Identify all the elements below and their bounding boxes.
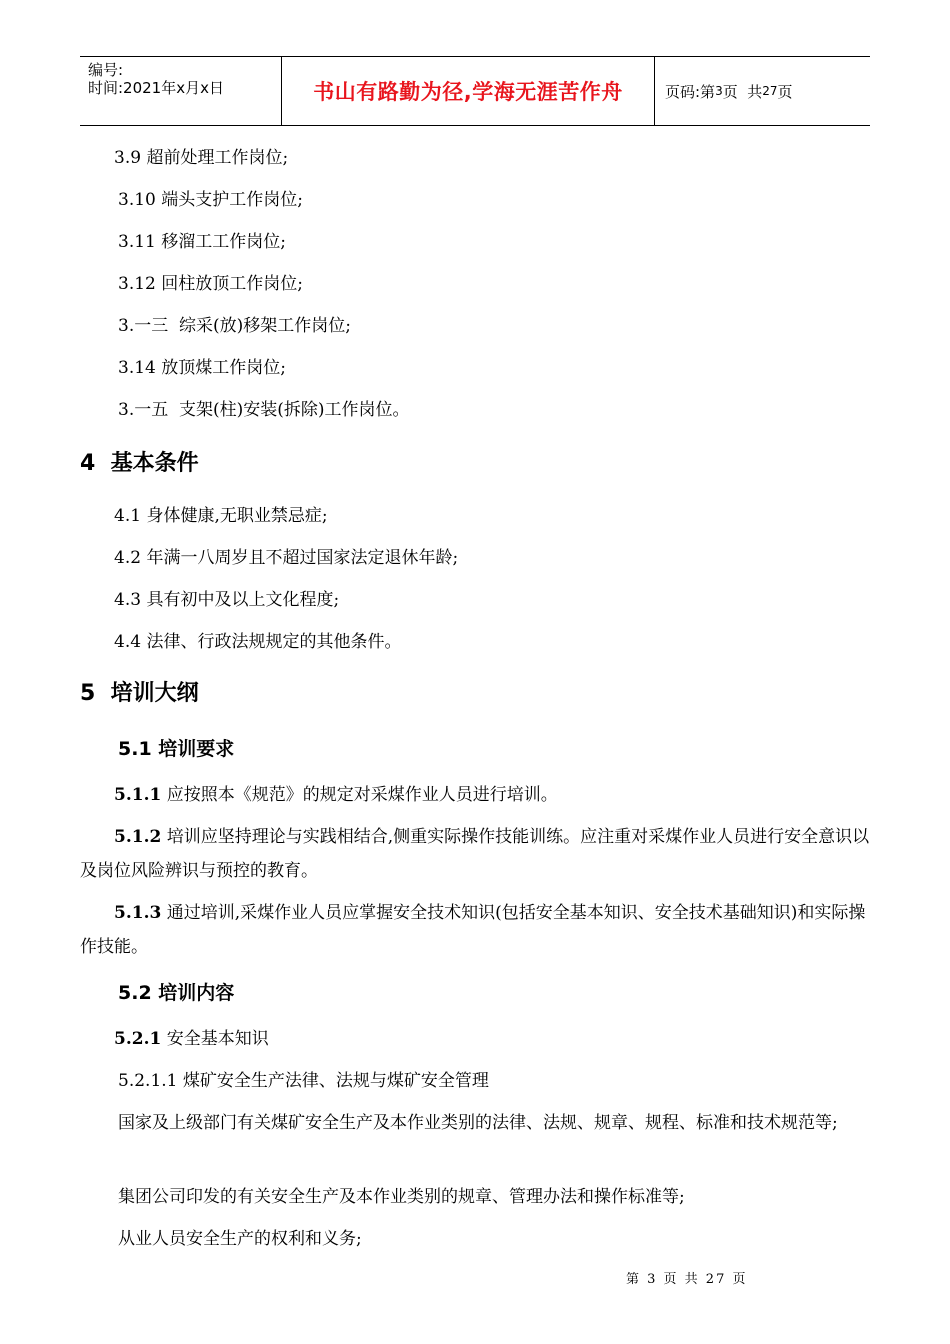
- section-heading-4: 4 基本条件: [80, 451, 199, 476]
- list-item: 3.9 超前处理工作岗位;: [114, 148, 289, 168]
- paragraph: 国家及上级部门有关煤矿安全生产及本作业类别的法律、法规、规章、规程、标准和技术规范等;: [118, 1113, 838, 1133]
- list-item: 3.12 回柱放顶工作岗位;: [118, 274, 303, 294]
- header-motto: 书山有路勤为径,学海无涯苦作舟: [282, 57, 655, 125]
- time-label: 时间:2021年x月x日: [88, 79, 224, 97]
- page-header: [80, 56, 870, 126]
- list-item: 3.11 移溜工工作岗位;: [118, 232, 286, 252]
- paragraph-5-1-2: 5.1.2 培训应坚持理论与实践相结合,侧重实际操作技能训练。应注重对采煤作业人员进行安全意识以及岗位风险辨识与预控的教育。: [80, 827, 870, 881]
- list-item: 3.一三 综采(放)移架工作岗位;: [118, 316, 352, 336]
- header-page-info: 页码:第 3 页 共 27 页: [665, 82, 793, 101]
- list-item: 4.2 年满一八周岁且不超过国家法定退休年龄;: [114, 548, 459, 568]
- paragraph-5-1-3: 5.1.3 通过培训,采煤作业人员应掌握安全技术知识(包括安全基本知识、安全技术基础知识)和实际操作技能。: [80, 903, 866, 957]
- paragraph: 集团公司印发的有关安全生产及本作业类别的规章、管理办法和操作标准等;: [118, 1187, 685, 1207]
- list-item: 4.1 身体健康,无职业禁忌症;: [114, 506, 328, 526]
- paragraph: 从业人员安全生产的权利和义务;: [118, 1229, 362, 1249]
- paragraph-5-1-1: 5.1.1 应按照本《规范》的规定对采煤作业人员进行培训。: [114, 785, 558, 805]
- subsection-heading-5-2: 5.2 培训内容: [118, 982, 235, 1004]
- page-footer: 第 3 页 共 27 页: [626, 1272, 748, 1287]
- list-item: 3.一五 支架(柱)安装(拆除)工作岗位。: [118, 400, 410, 420]
- paragraph-5-2-1-1: 5.2.1.1 煤矿安全生产法律、法规与煤矿安全管理: [118, 1071, 489, 1091]
- subsection-heading-5-1: 5.1 培训要求: [118, 738, 235, 760]
- page-number: 3: [715, 84, 723, 98]
- list-item: 3.14 放顶煤工作岗位;: [118, 358, 286, 378]
- section-heading-5: 5 培训大纲: [80, 681, 199, 706]
- header-meta: [80, 57, 282, 125]
- page-total: 27: [762, 84, 778, 98]
- paragraph-5-2-1: 5.2.1 安全基本知识: [114, 1029, 269, 1049]
- list-item: 3.10 端头支护工作岗位;: [118, 190, 303, 210]
- list-item: 4.3 具有初中及以上文化程度;: [114, 590, 340, 610]
- number-label: 编号:: [88, 61, 124, 79]
- list-item: 4.4 法律、行政法规规定的其他条件。: [114, 632, 402, 652]
